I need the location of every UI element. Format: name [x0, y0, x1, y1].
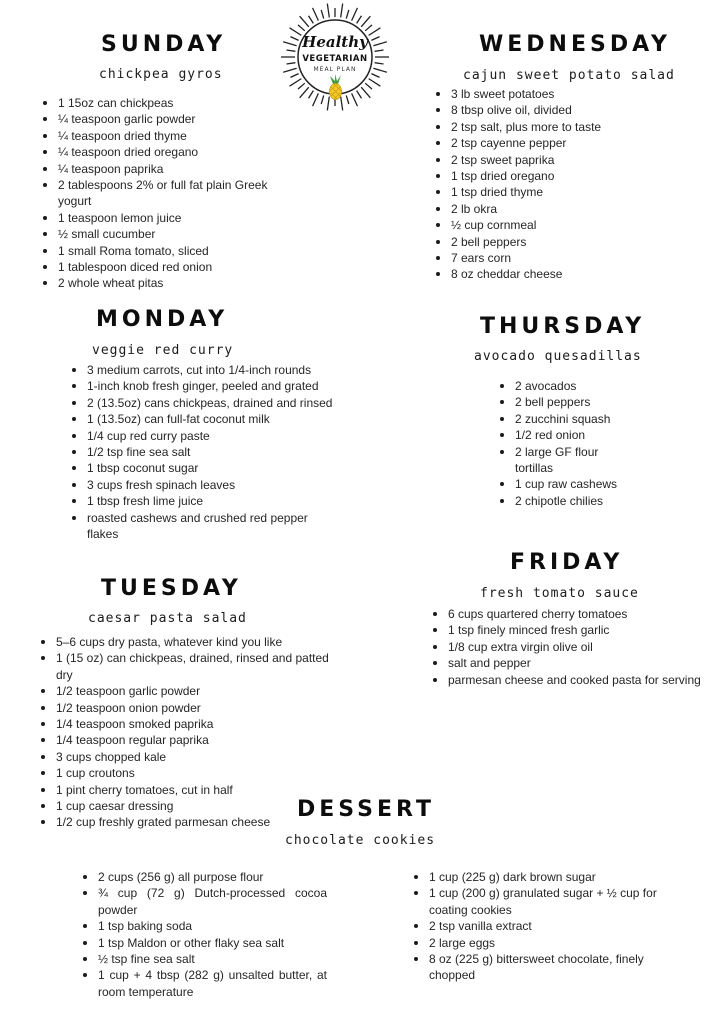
sunburst-ray: [283, 42, 296, 46]
sunburst-ray: [327, 97, 329, 111]
friday-dish-title: fresh tomato sauce: [480, 586, 639, 601]
ingredient-item: 1 tsp baking soda: [81, 918, 327, 934]
sunburst-ray: [309, 91, 314, 99]
sunburst-ray: [286, 63, 295, 64]
ingredient-item: 7 ears corn: [434, 250, 694, 266]
ingredient-item: 2 bell peppers: [498, 394, 628, 410]
ingredient-item: 1 (13.5oz) can full-fat coconut milk: [70, 411, 340, 427]
ingredient-item: 3 medium carrots, cut into 1/4-inch rounds: [70, 362, 340, 378]
sunburst-ray: [352, 8, 358, 21]
monday-ingredient-list: [70, 362, 340, 542]
ingredient-item: 2 tsp sweet paprika: [434, 152, 694, 168]
ingredient-item: 1 teaspoon lemon juice: [41, 210, 286, 226]
sunburst-ray: [371, 74, 379, 78]
ingredient-item: 1 tsp dried thyme: [434, 184, 694, 200]
ingredient-item: 1/2 teaspoon garlic powder: [39, 683, 339, 699]
sunburst-ray: [341, 97, 343, 111]
ingredient-item: 1/2 tsp fine sea salt: [70, 444, 340, 460]
ingredient-item: 1 cup (225 g) dark brown sugar: [412, 869, 657, 885]
ingredient-item: 1 cup (200 g) granulated sugar + ½ cup for coating cookies: [412, 885, 657, 918]
sunburst-ray: [298, 83, 305, 89]
ingredient-item: 1/4 cup red curry paste: [70, 428, 340, 444]
tuesday-ingredient-list: [39, 634, 339, 831]
ingredient-item: 2 tsp cayenne pepper: [434, 135, 694, 151]
thursday-ingredient-list: [498, 378, 628, 509]
ingredient-item: 1 cup raw cashews: [498, 476, 628, 492]
ingredient-item: 5–6 cups dry pasta, whatever kind you like: [39, 634, 339, 650]
sunburst-ray: [321, 95, 324, 104]
ingredient-item: 1 tbsp coconut sugar: [70, 460, 340, 476]
sunburst-ray: [290, 74, 298, 78]
ingredient-item: 6 cups quartered cherry tomatoes: [431, 606, 716, 622]
ingredient-item: 1 cup caesar dressing: [39, 798, 339, 814]
sunday-ingredient-list: [41, 95, 286, 292]
ingredient-item: 2 whole wheat pitas: [41, 275, 286, 291]
tuesday-dish-title: caesar pasta salad: [88, 611, 247, 626]
ingredient-item: 1/4 teaspoon smoked paprika: [39, 716, 339, 732]
meal-plan-logo: [280, 2, 390, 112]
sunburst-ray: [375, 63, 384, 64]
ingredient-item: 1 tsp dried oregano: [434, 168, 694, 184]
logo-title-text: VEGETARIAN: [302, 54, 368, 64]
ingredient-item: 1/2 teaspoon onion powder: [39, 700, 339, 716]
sunburst-ray: [283, 68, 296, 72]
ingredient-item: 1 small Roma tomato, sliced: [41, 243, 286, 259]
sunburst-ray: [373, 68, 386, 72]
ingredient-item: 2 zucchini squash: [498, 411, 628, 427]
wednesday-dish-title: cajun sweet potato salad: [463, 68, 675, 83]
ingredient-item: 8 tbsp olive oil, divided: [434, 102, 694, 118]
ingredient-item: 1-inch knob fresh ginger, peeled and grated: [70, 378, 340, 394]
ingredient-item: parmesan cheese and cooked pasta for serving: [431, 672, 716, 688]
sunburst-ray: [290, 37, 298, 41]
wednesday-heading: WEDNESDAY: [479, 32, 671, 57]
ingredient-item: ½ cup cornmeal: [434, 217, 694, 233]
ingredient-item: 8 oz (225 g) bittersweet chocolate, finely chopped: [412, 951, 657, 984]
ingredient-item: ¼ teaspoon dried thyme: [41, 128, 286, 144]
dessert-ingredient-list-left: [81, 869, 327, 1000]
sunburst-ray: [300, 16, 309, 27]
pineapple-icon: [330, 74, 342, 100]
tuesday-heading: TUESDAY: [101, 576, 242, 601]
ingredient-item: 1/8 cup extra virgin olive oil: [431, 639, 716, 655]
sunburst-ray: [361, 16, 370, 27]
dessert-ingredient-list-right: [412, 869, 657, 984]
friday-ingredient-list: [431, 606, 716, 688]
ingredient-item: ¼ teaspoon dried oregano: [41, 144, 286, 160]
ingredient-item: roasted cashews and crushed red pepper flakes: [70, 510, 340, 543]
ingredient-item: 3 cups fresh spinach leaves: [70, 477, 340, 493]
dessert-heading: DESSERT: [297, 797, 435, 822]
sunburst-ray: [313, 8, 319, 21]
sunburst-badge: [280, 2, 390, 112]
monday-heading: MONDAY: [96, 307, 229, 332]
ingredient-item: 2 lb okra: [434, 201, 694, 217]
friday-heading: FRIDAY: [510, 550, 624, 575]
ingredient-item: 1 cup + 4 tbsp (282 g) unsalted butter, at room temperature: [81, 967, 327, 1000]
ingredient-item: ¼ teaspoon paprika: [41, 161, 286, 177]
ingredient-item: 1 cup croutons: [39, 765, 339, 781]
sunburst-ray: [290, 79, 302, 87]
ingredient-item: 2 tsp vanilla extract: [412, 918, 657, 934]
sunburst-ray: [357, 16, 362, 24]
sunburst-ray: [341, 4, 343, 18]
ingredient-item: ¼ teaspoon garlic powder: [41, 111, 286, 127]
sunburst-ray: [365, 83, 372, 89]
ingredient-item: 8 oz cheddar cheese: [434, 266, 694, 282]
sunburst-ray: [286, 50, 295, 51]
ingredient-item: 2 cups (256 g) all purpose flour: [81, 869, 327, 885]
sunburst-ray: [346, 95, 349, 104]
sunburst-ray: [327, 4, 329, 18]
thursday-dish-title: avocado quesadillas: [474, 349, 642, 364]
ingredient-item: 1 tsp finely minced fresh garlic: [431, 622, 716, 638]
ingredient-item: 2 chipotle chilies: [498, 493, 628, 509]
ingredient-item: 1/2 red onion: [498, 427, 628, 443]
ingredient-item: 2 large eggs: [412, 935, 657, 951]
thursday-heading: THURSDAY: [480, 314, 646, 339]
sunburst-ray: [298, 25, 305, 31]
logo-subtitle-text: MEAL PLAN: [313, 66, 357, 73]
dessert-dish-title: chocolate cookies: [285, 833, 436, 848]
ingredient-item: 1 tablespoon diced red onion: [41, 259, 286, 275]
ingredient-item: salt and pepper: [431, 655, 716, 671]
ingredient-item: 3 cups chopped kale: [39, 749, 339, 765]
sunburst-ray: [352, 93, 358, 106]
sunburst-ray: [375, 50, 384, 51]
sunburst-ray: [309, 16, 314, 24]
ingredient-item: 2 avocados: [498, 378, 628, 394]
sunburst-ray: [365, 25, 372, 31]
sunday-heading: SUNDAY: [101, 32, 227, 57]
sunburst-ray: [300, 87, 309, 98]
sunburst-ray: [346, 10, 349, 19]
ingredient-item: 2 bell peppers: [434, 234, 694, 250]
ingredient-item: 1 tsp Maldon or other flaky sea salt: [81, 935, 327, 951]
sunday-dish-title: chickpea gyros: [99, 67, 223, 82]
ingredient-item: ½ tsp fine sea salt: [81, 951, 327, 967]
ingredient-item: 3 lb sweet potatoes: [434, 86, 694, 102]
ingredient-item: 2 tablespoons 2% or full fat plain Greek yogurt: [41, 177, 286, 210]
sunburst-ray: [361, 87, 370, 98]
ingredient-item: 1 pint cherry tomatoes, cut in half: [39, 782, 339, 798]
sunburst-ray: [373, 42, 386, 46]
logo-script-text: Healthy: [302, 33, 368, 51]
ingredient-item: 1 15oz can chickpeas: [41, 95, 286, 111]
ingredient-item: ¾ cup (72 g) Dutch-processed cocoa powder: [81, 885, 327, 918]
ingredient-item: 1/2 cup freshly grated parmesan cheese: [39, 814, 339, 830]
ingredient-item: 2 (13.5oz) cans chickpeas, drained and rinsed: [70, 395, 340, 411]
sunburst-ray: [321, 10, 324, 19]
ingredient-item: ½ small cucumber: [41, 226, 286, 242]
wednesday-ingredient-list: [434, 86, 694, 283]
sunburst-ray: [371, 37, 379, 41]
ingredient-item: 1 tbsp fresh lime juice: [70, 493, 340, 509]
ingredient-item: 1 (15 oz) can chickpeas, drained, rinsed and patted dry: [39, 650, 339, 683]
ingredient-item: 1/4 teaspoon regular paprika: [39, 732, 339, 748]
sunburst-ray: [313, 93, 319, 106]
sunburst-ray: [369, 79, 381, 87]
sunburst-ray: [357, 91, 362, 99]
ingredient-item: 2 large GF flour tortillas: [498, 444, 628, 477]
sunburst-ray: [290, 28, 302, 36]
monday-dish-title: veggie red curry: [92, 343, 234, 358]
ingredient-item: 2 tsp salt, plus more to taste: [434, 119, 694, 135]
sunburst-ray: [369, 28, 381, 36]
